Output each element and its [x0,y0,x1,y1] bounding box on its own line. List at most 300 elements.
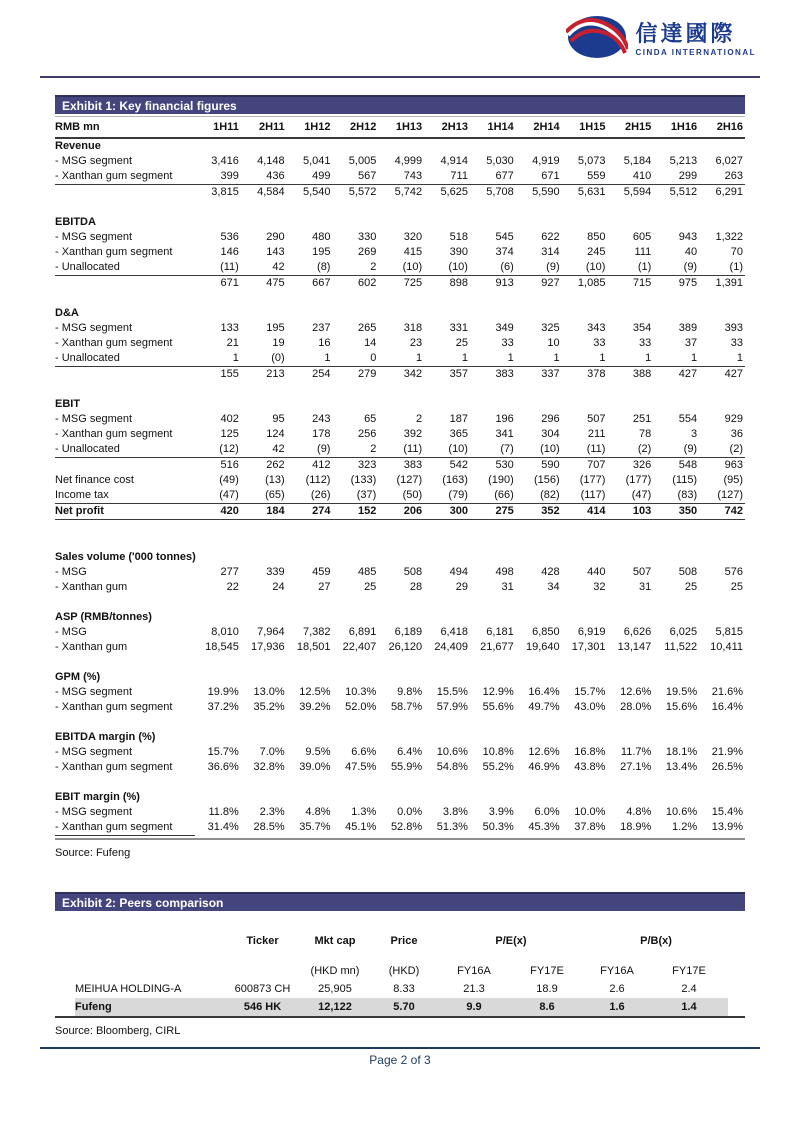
cell-value: (66) [494,489,514,501]
table-row [55,306,745,321]
cell-value: 19 [272,337,285,349]
cell-value [470,790,516,805]
cell-value: 21.6% [711,686,743,698]
cell-value: 5,708 [470,185,516,201]
cell-value: 6,626 [623,626,652,638]
cell-value: 392 [403,428,423,440]
cell-value [378,610,424,625]
cell-value: 399 [220,170,239,182]
cell-value [562,397,608,412]
cell-value: (190) [488,474,514,486]
exhibit-1-bottom-rule [55,838,745,840]
cell-value [516,790,562,805]
spacer-row [55,520,745,536]
cell-value: (12) [219,443,239,455]
cell-value: 35.2% [253,701,285,713]
cell-value: 440 [587,566,606,578]
cell-value: 5,742 [378,185,424,201]
cell-value [699,397,745,412]
cell-value: 45.3% [528,821,560,834]
period-header: 1H11 [213,121,239,133]
cell-value: 1 [553,352,560,364]
cell-value: 318 [403,322,423,334]
cell-value: 8,010 [211,626,239,638]
cell-value: 245 [587,246,606,258]
cell-value: 1 [645,352,652,364]
cell-value: 913 [470,276,516,292]
cell-value: 350 [653,504,699,520]
cell-value: 475 [241,276,287,292]
cell-value: 711 [450,170,468,182]
cell-value: 26,120 [388,641,423,653]
cell-value: 33 [593,337,606,349]
cell-value: 65 [364,413,377,425]
cell-value [562,730,608,745]
cell-value [470,215,516,230]
cell-value: 28 [409,581,423,593]
row-label: - MSG [55,626,87,638]
cell-value [378,550,424,565]
table-row [55,745,745,760]
cell-value: 352 [516,504,562,520]
cell-value: 342 [378,367,424,383]
table-header-row [55,117,745,139]
exhibit-1-section [55,95,745,859]
table-row [55,655,745,670]
cell-value: (9) [683,261,698,273]
cell-value [424,670,470,685]
cell-value: (177) [579,474,606,486]
exhibit-2-section [55,892,745,1037]
peer-cell: 1.4 [650,998,728,1016]
cell-value [424,138,470,154]
cell-value [195,730,241,745]
cell-value: 25 [455,337,468,349]
cell-value: 300 [424,504,470,520]
cell-value: 542 [424,458,470,474]
exhibit-2-source: Source: Bloomberg, CIRL [55,1025,181,1037]
cell-value [378,790,424,805]
peer-cell: 8.6 [510,998,584,1016]
table-row [55,412,745,427]
cell-value: 314 [541,246,560,258]
cell-value [607,670,653,685]
cell-value: (8) [317,261,331,273]
row-label [55,185,195,201]
cell-value: (177) [625,474,652,486]
table-row [55,670,745,685]
peer-cell: 18.9 [536,983,558,995]
cell-value: 40 [684,246,698,258]
table-row [55,805,745,820]
cell-value [607,306,653,321]
cell-value [653,397,699,412]
cell-value: 263 [724,170,743,182]
peer-cell: 2.4 [681,983,697,995]
cell-value: 25 [684,581,698,593]
cell-value: 43.0% [574,701,606,713]
cell-value: 13.0% [253,686,285,698]
cell-value: 5,572 [332,185,378,201]
cell-value: 9.8% [397,686,423,698]
table-row [55,820,745,836]
cell-value: (11) [220,261,239,273]
cell-value: 480 [312,231,331,243]
cell-value: (10) [448,261,468,273]
cell-value: 605 [632,231,652,243]
peer-cell: 600873 CH [234,983,291,995]
cell-value: 6.6% [351,746,377,758]
cell-value: 6,850 [532,626,560,638]
cell-value: 326 [607,458,653,474]
cell-value: 6,891 [348,626,377,638]
cell-value: 943 [678,231,698,243]
peers-subheader-row [55,951,765,980]
cell-value: 6,025 [669,626,698,638]
cell-value [607,215,653,230]
cell-value: 2 [416,413,423,425]
cell-value [470,397,516,412]
row-label: GPM (%) [55,671,101,683]
cell-value: (9) [683,443,698,455]
cell-value: 850 [587,231,606,243]
cell-value: 383 [470,367,516,383]
cell-value [241,306,287,321]
peer-name: MEIHUA HOLDING-A [75,983,182,995]
table-row [55,595,745,610]
cell-value: 5,005 [348,155,377,167]
period-header: 2H16 [716,121,743,133]
cell-value: 36 [730,428,743,440]
key-financials-table [55,116,745,836]
cell-value [241,550,287,565]
cell-value: 155 [195,367,241,383]
cell-value: 143 [266,246,285,258]
cell-value: 5,041 [302,155,331,167]
cell-value: 4,999 [394,155,423,167]
peer-cell [55,998,75,1016]
cell-value: (10) [402,261,423,273]
header-divider [40,76,760,78]
cell-value [195,215,241,230]
cell-value: 554 [678,413,698,425]
cell-value: (65) [265,489,285,501]
peer-cell [55,980,75,998]
row-label: EBIT [55,398,81,410]
cell-value: 436 [266,170,285,182]
cell-value: (9) [317,443,331,455]
period-header: 1H13 [395,121,423,133]
cell-value: 262 [241,458,287,474]
cell-value: 374 [495,246,514,258]
cell-value: 18.1% [665,746,698,758]
cell-value: 427 [653,367,699,383]
cell-value: 12.6% [620,686,652,698]
cell-value: 516 [195,458,241,474]
cell-value: 111 [634,246,652,258]
cell-value: 47.5% [345,761,377,773]
cell-value: 349 [495,322,514,334]
cell-value: 383 [378,458,424,474]
cell-value: 2.3% [259,806,285,818]
cell-value [241,138,287,154]
cell-value: 530 [470,458,516,474]
cell-value: 18,545 [205,641,239,653]
cell-value: 55.2% [482,761,514,773]
row-label [55,458,195,474]
row-label: D&A [55,307,79,319]
cell-value: (11) [403,443,423,455]
cell-value: 19,640 [525,641,560,653]
cell-value: 37 [684,337,698,349]
cell-value [516,670,562,685]
table-row [55,442,745,458]
cell-value: 622 [541,231,560,243]
cell-value: (1) [729,261,743,273]
cell-value [653,215,699,230]
cell-value: (79) [448,489,468,501]
cell-value [195,670,241,685]
table-row [55,351,745,367]
cell-value [607,730,653,745]
row-label: - MSG [55,566,87,578]
cell-value: 32 [593,581,606,593]
cell-value: 5,030 [486,155,514,167]
cell-value [332,397,378,412]
cell-value [607,790,653,805]
cell-value: 52.0% [345,701,377,713]
cell-value: 37.2% [207,701,239,713]
cell-value: 6.0% [534,806,560,818]
table-row [55,610,745,625]
cell-value: 5,540 [287,185,333,201]
cell-value: 256 [357,428,377,440]
peers-header-row [55,911,765,951]
table-row [55,260,745,276]
cell-value: 42 [272,261,285,273]
cell-value: 57.9% [436,701,468,713]
period-header: 2H13 [441,121,468,133]
cell-value [699,790,745,805]
cell-value: 5,590 [516,185,562,201]
cell-value: 12.6% [528,746,560,758]
period-header: 1H15 [579,121,606,133]
cell-value: 3.9% [488,806,514,818]
brand-name-english: CINDA INTERNATIONAL [635,48,756,57]
cell-value: 269 [357,246,377,258]
cell-value: 16 [318,337,331,349]
cell-value: 545 [495,231,514,243]
cell-value: (0) [271,352,285,364]
cell-value: 17,936 [251,641,285,653]
cell-value: 498 [495,566,514,578]
cell-value: 10 [547,337,560,349]
cell-value [699,306,745,321]
cell-value: 195 [266,322,285,334]
cell-value: 602 [332,276,378,292]
period-header: 2H12 [350,121,377,133]
cell-value: 15.4% [711,806,743,818]
cell-value: 25 [730,581,743,593]
table-row [55,215,745,230]
cell-value: 13,147 [617,641,652,653]
cell-value: 31 [639,581,652,593]
cell-value [562,550,608,565]
cell-value [332,215,378,230]
spacer-row [55,535,745,550]
cell-value: 15.7% [207,746,239,758]
cell-value: 975 [653,276,699,292]
cell-value [470,306,516,321]
peer-cell: 8.33 [393,983,415,995]
cell-value [424,215,470,230]
cell-value: 39.2% [299,701,331,713]
cell-value: 10,411 [710,641,743,653]
peer-cell: 2.6 [609,983,625,995]
cell-value: 389 [678,322,698,334]
cell-value: 7,964 [257,626,285,638]
cell-value: 420 [195,504,241,520]
cell-value: 55.6% [482,701,514,713]
cell-value: 27 [318,581,331,593]
cell-value [653,306,699,321]
spacer-row [55,595,745,610]
cell-value: (6) [500,261,514,273]
cell-value: 1 [324,352,331,364]
cell-value: 51.3% [436,821,468,834]
col-price: Price [390,935,418,947]
cell-value: 25 [364,581,377,593]
cell-value [424,790,470,805]
cell-value: 243 [312,413,331,425]
table-row [55,685,745,700]
peer-cell: 12,122 [300,998,370,1016]
table-row [55,550,745,565]
cell-value: 6,291 [699,185,745,201]
cell-value: 14 [364,337,377,349]
cell-value [241,670,287,685]
cell-value: 290 [266,231,285,243]
cell-value: 337 [516,367,562,383]
period-header: 1H16 [670,121,698,133]
row-label: Revenue [55,140,101,152]
row-label: - MSG segment [55,231,133,243]
cell-value: (50) [402,489,423,501]
spacer-row [55,655,745,670]
cell-value [562,610,608,625]
cell-value: 277 [220,566,239,578]
table-row [55,138,745,154]
cell-value: 898 [424,276,470,292]
table-row [55,154,745,169]
cell-value: 211 [587,428,606,440]
cell-value [699,550,745,565]
cell-value: 707 [562,458,608,474]
cell-value [378,670,424,685]
cell-value: 299 [678,170,698,182]
cell-value: 671 [195,276,241,292]
cell-value [424,550,470,565]
cell-value [607,610,653,625]
cell-value: 485 [357,566,377,578]
cell-value [653,670,699,685]
cell-value: 213 [241,367,287,383]
cell-value: 195 [312,246,331,258]
table-row [55,245,745,260]
cell-value [241,730,287,745]
cell-value: 21,677 [480,641,514,653]
cell-value: (37) [356,489,377,501]
cell-value: (49) [219,474,239,486]
cell-value [241,215,287,230]
row-label [55,367,195,383]
cell-value: 5,213 [669,155,698,167]
row-label: - Xanthan gum segment [55,246,173,258]
row-label: - Unallocated [55,443,120,455]
brand-name-chinese: 信達國際 [635,21,736,46]
table-row [55,276,745,292]
cell-value [562,306,608,321]
col-pe: P/E(x) [495,935,527,947]
cell-value: 323 [332,458,378,474]
cell-value: (127) [717,489,743,501]
cell-value: 428 [541,566,560,578]
cell-value: 1.2% [672,821,698,834]
cell-value: 3,416 [211,155,239,167]
cell-value: 11,522 [664,641,698,653]
cinda-logo-icon [566,14,628,65]
cell-value [699,138,745,154]
cell-value: 576 [724,566,743,578]
spacer-row [55,775,745,790]
subcol-pb-fy17e: FY17E [672,965,706,977]
cell-value: 1,085 [562,276,608,292]
row-label: - MSG segment [55,686,133,698]
cell-value: 7.0% [259,746,285,758]
cell-value [516,138,562,154]
spacer-row [55,200,745,215]
cell-value: 410 [632,170,652,182]
row-label: ASP (RMB/tonnes) [55,611,152,623]
cell-value [195,138,241,154]
cell-value [332,138,378,154]
cell-value [287,397,333,412]
cell-value: 152 [332,504,378,520]
cell-value: 393 [724,322,743,334]
cell-value: 1,391 [699,276,745,292]
cell-value: 459 [312,566,331,578]
cell-value: 354 [632,322,652,334]
row-label: EBITDA margin (%) [55,731,156,743]
row-label: - Xanthan gum segment [55,820,195,836]
cell-value: (1) [637,261,652,273]
cell-value [699,670,745,685]
cell-value: 55.9% [390,761,423,773]
cell-value [699,730,745,745]
cell-value [378,138,424,154]
cell-value: 6,189 [394,626,423,638]
cell-value [332,790,378,805]
peers-comparison-table [55,911,765,1016]
cell-value: 536 [220,231,239,243]
cell-value: 37.8% [574,821,606,834]
cell-value [653,790,699,805]
cell-value: 1 [232,352,239,364]
cell-value: 19.5% [665,686,698,698]
cell-value: 296 [541,413,560,425]
cell-value [378,397,424,412]
cell-value: 32.8% [253,761,285,773]
